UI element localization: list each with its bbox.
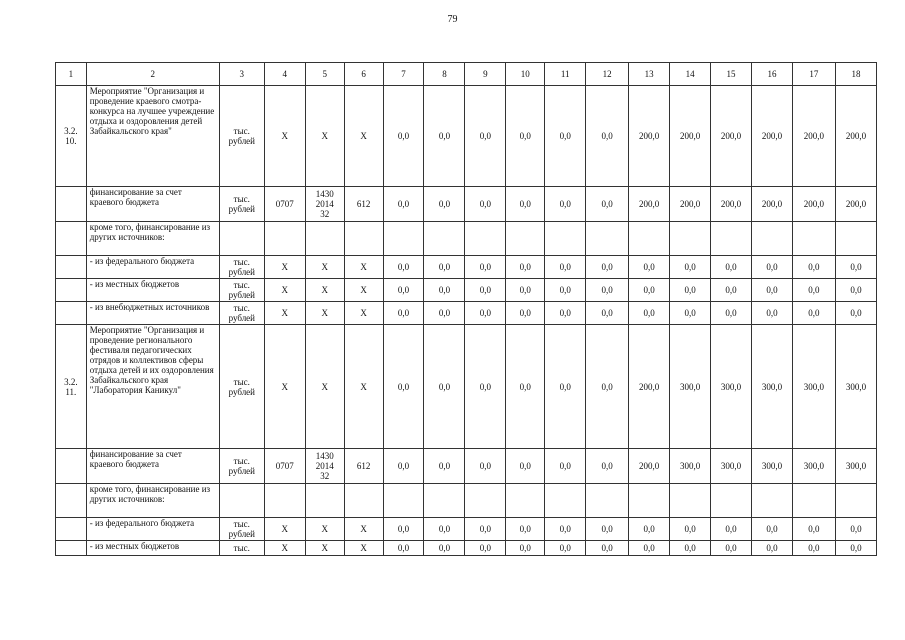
table-cell xyxy=(751,484,792,518)
column-header: 11 xyxy=(545,63,586,86)
table-cell: 3.2. 11. xyxy=(56,325,87,449)
table-cell: 200,0 xyxy=(751,187,792,222)
table-cell: 0,0 xyxy=(383,302,424,325)
column-header: 1 xyxy=(56,63,87,86)
table-cell: Х xyxy=(264,86,305,187)
table-cell: 1430 2014 32 xyxy=(305,187,344,222)
table-cell: 0,0 xyxy=(670,302,711,325)
table-row xyxy=(56,518,877,541)
table-cell: 0,0 xyxy=(711,541,752,556)
table-cell: 0,0 xyxy=(506,256,545,279)
table-cell: 200,0 xyxy=(670,86,711,187)
table-cell: 200,0 xyxy=(629,187,670,222)
table-cell: Х xyxy=(305,325,344,449)
column-header: 13 xyxy=(629,63,670,86)
column-header: 12 xyxy=(586,63,629,86)
table-cell xyxy=(629,222,670,256)
header-row xyxy=(56,63,877,86)
table-cell: тыс. рублей xyxy=(219,279,264,302)
table-cell: 612 xyxy=(344,449,383,484)
column-header: 10 xyxy=(506,63,545,86)
column-header: 6 xyxy=(344,63,383,86)
table-cell: 300,0 xyxy=(751,449,792,484)
table-cell xyxy=(344,484,383,518)
column-header: 8 xyxy=(424,63,465,86)
table-cell: 0,0 xyxy=(506,325,545,449)
table-cell xyxy=(56,541,87,556)
table-cell: 0,0 xyxy=(465,86,506,187)
table-cell: 0,0 xyxy=(711,518,752,541)
table-cell: 0,0 xyxy=(545,187,586,222)
table-cell: 3.2. 10. xyxy=(56,86,87,187)
table-cell xyxy=(545,484,586,518)
column-header: 15 xyxy=(711,63,752,86)
table-cell: 0,0 xyxy=(506,541,545,556)
table-cell: 200,0 xyxy=(792,86,835,187)
table-cell: 0,0 xyxy=(545,256,586,279)
table-cell: 0,0 xyxy=(424,86,465,187)
table-cell: Х xyxy=(264,325,305,449)
row-description: кроме того, финансирование из других источников: xyxy=(86,222,219,256)
table-cell: 0,0 xyxy=(835,279,876,302)
table-cell: Х xyxy=(344,518,383,541)
table-cell: 0,0 xyxy=(465,449,506,484)
table-cell xyxy=(56,302,87,325)
table-cell xyxy=(56,279,87,302)
table-cell: Х xyxy=(305,302,344,325)
table-cell: Х xyxy=(305,541,344,556)
row-description: Мероприятие "Организация и проведение краевого смотра-конкурса на лучшее учреждение отдыха и оздоровления детей Забайкальского края" xyxy=(86,86,219,187)
table-cell: 0,0 xyxy=(383,256,424,279)
table-cell: 0,0 xyxy=(586,325,629,449)
table-cell: 0,0 xyxy=(835,302,876,325)
table-cell: 300,0 xyxy=(711,449,752,484)
table-cell: 0,0 xyxy=(835,256,876,279)
table-cell xyxy=(305,484,344,518)
table-row xyxy=(56,256,877,279)
table-cell: 200,0 xyxy=(711,187,752,222)
column-header: 9 xyxy=(465,63,506,86)
table-cell xyxy=(506,484,545,518)
table-cell: тыс. рублей xyxy=(219,518,264,541)
column-header: 17 xyxy=(792,63,835,86)
table-cell xyxy=(670,222,711,256)
table-cell: 0,0 xyxy=(545,279,586,302)
table-cell: 0,0 xyxy=(586,256,629,279)
table-cell xyxy=(586,222,629,256)
column-header: 3 xyxy=(219,63,264,86)
table-cell xyxy=(56,518,87,541)
table-cell: 0,0 xyxy=(424,541,465,556)
table-cell: 300,0 xyxy=(792,449,835,484)
table-cell: 0,0 xyxy=(465,325,506,449)
table-cell xyxy=(383,484,424,518)
table-cell: 612 xyxy=(344,187,383,222)
table-cell: Х xyxy=(344,302,383,325)
table-row xyxy=(56,302,877,325)
table-cell xyxy=(305,222,344,256)
table-cell: 0,0 xyxy=(629,518,670,541)
table-cell: тыс. рублей xyxy=(219,449,264,484)
table-cell xyxy=(56,222,87,256)
table-row xyxy=(56,449,877,484)
table-cell: 0,0 xyxy=(465,302,506,325)
table-cell: 0,0 xyxy=(383,86,424,187)
table-cell xyxy=(751,222,792,256)
row-description: финансирование за счет краевого бюджета xyxy=(86,449,219,484)
table-cell: 200,0 xyxy=(751,86,792,187)
table-cell xyxy=(344,222,383,256)
table-cell: 0,0 xyxy=(383,541,424,556)
row-description: кроме того, финансирование из других источников: xyxy=(86,484,219,518)
table-cell: 200,0 xyxy=(711,86,752,187)
row-description: - из местных бюджетов xyxy=(86,279,219,302)
table-cell xyxy=(792,222,835,256)
table-cell: 0,0 xyxy=(670,518,711,541)
table-row xyxy=(56,279,877,302)
table-cell: 0,0 xyxy=(506,187,545,222)
row-description: - из федерального бюджета xyxy=(86,256,219,279)
table-cell: 200,0 xyxy=(629,449,670,484)
table-cell: 0,0 xyxy=(424,279,465,302)
table-cell xyxy=(835,484,876,518)
table-cell: 0,0 xyxy=(670,541,711,556)
table-cell: 0,0 xyxy=(792,518,835,541)
table-cell xyxy=(465,484,506,518)
table-cell: 0,0 xyxy=(424,518,465,541)
table-row xyxy=(56,222,877,256)
table-cell: 0,0 xyxy=(711,279,752,302)
table-cell xyxy=(629,484,670,518)
table-cell: 0,0 xyxy=(792,256,835,279)
table-cell: 0,0 xyxy=(670,256,711,279)
table-cell: 0,0 xyxy=(629,279,670,302)
table-cell: 0,0 xyxy=(586,449,629,484)
table-cell: Х xyxy=(305,518,344,541)
table-cell: 0,0 xyxy=(424,302,465,325)
table-cell xyxy=(56,187,87,222)
table-cell: 0,0 xyxy=(711,256,752,279)
table-cell xyxy=(383,222,424,256)
table-cell: 0,0 xyxy=(586,279,629,302)
table-cell: 0,0 xyxy=(383,325,424,449)
table-cell: 0,0 xyxy=(751,256,792,279)
table-cell: 0,0 xyxy=(465,256,506,279)
table-cell: 0,0 xyxy=(465,518,506,541)
table-cell: 0,0 xyxy=(586,541,629,556)
table-cell xyxy=(506,222,545,256)
table-cell: 0,0 xyxy=(465,279,506,302)
table-cell: Х xyxy=(264,541,305,556)
row-description: Мероприятие "Организация и проведение регионального фестиваля педагогических отрядов и коллективов сферы отдыха детей и их оздоровления Забайкальского края "Лаборатория Каникул" xyxy=(86,325,219,449)
page-number: 79 xyxy=(447,14,458,25)
row-description: - из внебюджетных источников xyxy=(86,302,219,325)
table-cell: 0,0 xyxy=(629,541,670,556)
table-cell xyxy=(219,484,264,518)
table-cell xyxy=(711,222,752,256)
table-cell: 0,0 xyxy=(835,541,876,556)
table-cell xyxy=(792,484,835,518)
table-cell: 200,0 xyxy=(629,86,670,187)
column-header: 5 xyxy=(305,63,344,86)
table-cell xyxy=(465,222,506,256)
table-cell xyxy=(264,222,305,256)
table-cell: 200,0 xyxy=(629,325,670,449)
table-cell: 0,0 xyxy=(424,325,465,449)
table-cell: 200,0 xyxy=(670,187,711,222)
column-header: 14 xyxy=(670,63,711,86)
table-cell: 0,0 xyxy=(751,518,792,541)
row-description: финансирование за счет краевого бюджета xyxy=(86,187,219,222)
table-cell: 300,0 xyxy=(835,325,876,449)
table-cell: 0,0 xyxy=(383,279,424,302)
table-cell: 0,0 xyxy=(465,541,506,556)
table-cell: 0,0 xyxy=(586,187,629,222)
table-cell: 200,0 xyxy=(792,187,835,222)
table-cell: 0,0 xyxy=(792,302,835,325)
table-cell: тыс. рублей xyxy=(219,187,264,222)
table-cell: 0707 xyxy=(264,187,305,222)
table-cell: 0,0 xyxy=(751,302,792,325)
table-cell: Х xyxy=(344,325,383,449)
table-cell: Х xyxy=(344,256,383,279)
column-header: 16 xyxy=(751,63,792,86)
table-cell: 0,0 xyxy=(506,449,545,484)
table-cell: 0,0 xyxy=(424,256,465,279)
table-cell: 0707 xyxy=(264,449,305,484)
table-cell: 0,0 xyxy=(545,86,586,187)
row-description: - из федерального бюджета xyxy=(86,518,219,541)
table-cell: Х xyxy=(264,279,305,302)
table-cell: 0,0 xyxy=(383,449,424,484)
table-cell xyxy=(424,222,465,256)
table-cell: 0,0 xyxy=(670,279,711,302)
table-cell: 0,0 xyxy=(792,279,835,302)
table-cell: Х xyxy=(264,256,305,279)
table-cell: 300,0 xyxy=(751,325,792,449)
table-row xyxy=(56,187,877,222)
table-cell: 200,0 xyxy=(835,86,876,187)
table-cell xyxy=(711,484,752,518)
table-cell: 0,0 xyxy=(545,518,586,541)
table-cell: 0,0 xyxy=(506,86,545,187)
table-cell xyxy=(56,484,87,518)
table-cell: 300,0 xyxy=(670,449,711,484)
table-cell: Х xyxy=(264,302,305,325)
table-cell: 0,0 xyxy=(383,187,424,222)
table-cell: 0,0 xyxy=(545,449,586,484)
table-row xyxy=(56,541,877,556)
table-cell: 1430 2014 32 xyxy=(305,449,344,484)
table-cell: 0,0 xyxy=(465,187,506,222)
table-cell: тыс. рублей xyxy=(219,86,264,187)
table-cell: 0,0 xyxy=(586,302,629,325)
table-cell: 0,0 xyxy=(835,518,876,541)
table-cell: Х xyxy=(305,86,344,187)
table-cell: 300,0 xyxy=(835,449,876,484)
table-cell: 0,0 xyxy=(506,518,545,541)
table-cell: Х xyxy=(264,518,305,541)
table-cell: Х xyxy=(305,279,344,302)
table-cell: 0,0 xyxy=(383,518,424,541)
table-cell xyxy=(424,484,465,518)
table-cell: тыс. рублей xyxy=(219,256,264,279)
table-cell: 0,0 xyxy=(424,187,465,222)
table-cell: 0,0 xyxy=(629,302,670,325)
table-cell: 0,0 xyxy=(545,325,586,449)
table-cell: 0,0 xyxy=(586,518,629,541)
table-cell: 0,0 xyxy=(506,279,545,302)
table-cell xyxy=(264,484,305,518)
table-cell: 0,0 xyxy=(792,541,835,556)
table-cell: 0,0 xyxy=(506,302,545,325)
table-cell: 0,0 xyxy=(545,302,586,325)
table-cell: 200,0 xyxy=(835,187,876,222)
table-cell: 0,0 xyxy=(629,256,670,279)
table-cell xyxy=(670,484,711,518)
table-cell: 0,0 xyxy=(711,302,752,325)
table-cell xyxy=(56,256,87,279)
table-row xyxy=(56,86,877,187)
table-cell xyxy=(56,449,87,484)
row-description: - из местных бюджетов xyxy=(86,541,219,556)
table-cell: 300,0 xyxy=(792,325,835,449)
column-header: 18 xyxy=(835,63,876,86)
table-row xyxy=(56,325,877,449)
table-row xyxy=(56,484,877,518)
table-cell: Х xyxy=(344,541,383,556)
table-cell: 0,0 xyxy=(586,86,629,187)
table-cell xyxy=(586,484,629,518)
table-cell: 0,0 xyxy=(545,541,586,556)
table-cell xyxy=(835,222,876,256)
table-cell: Х xyxy=(305,256,344,279)
table-cell: 300,0 xyxy=(711,325,752,449)
column-header: 7 xyxy=(383,63,424,86)
column-header: 2 xyxy=(86,63,219,86)
table-cell xyxy=(545,222,586,256)
table-cell xyxy=(219,222,264,256)
budget-table xyxy=(55,62,877,556)
table-cell: тыс. рублей xyxy=(219,302,264,325)
table-cell: 0,0 xyxy=(751,279,792,302)
column-header: 4 xyxy=(264,63,305,86)
table-cell: 0,0 xyxy=(751,541,792,556)
table-cell: тыс. xyxy=(219,541,264,556)
table-cell: 300,0 xyxy=(670,325,711,449)
table-cell: Х xyxy=(344,279,383,302)
table-cell: тыс. рублей xyxy=(219,325,264,449)
table-cell: 0,0 xyxy=(424,449,465,484)
table-cell: Х xyxy=(344,86,383,187)
